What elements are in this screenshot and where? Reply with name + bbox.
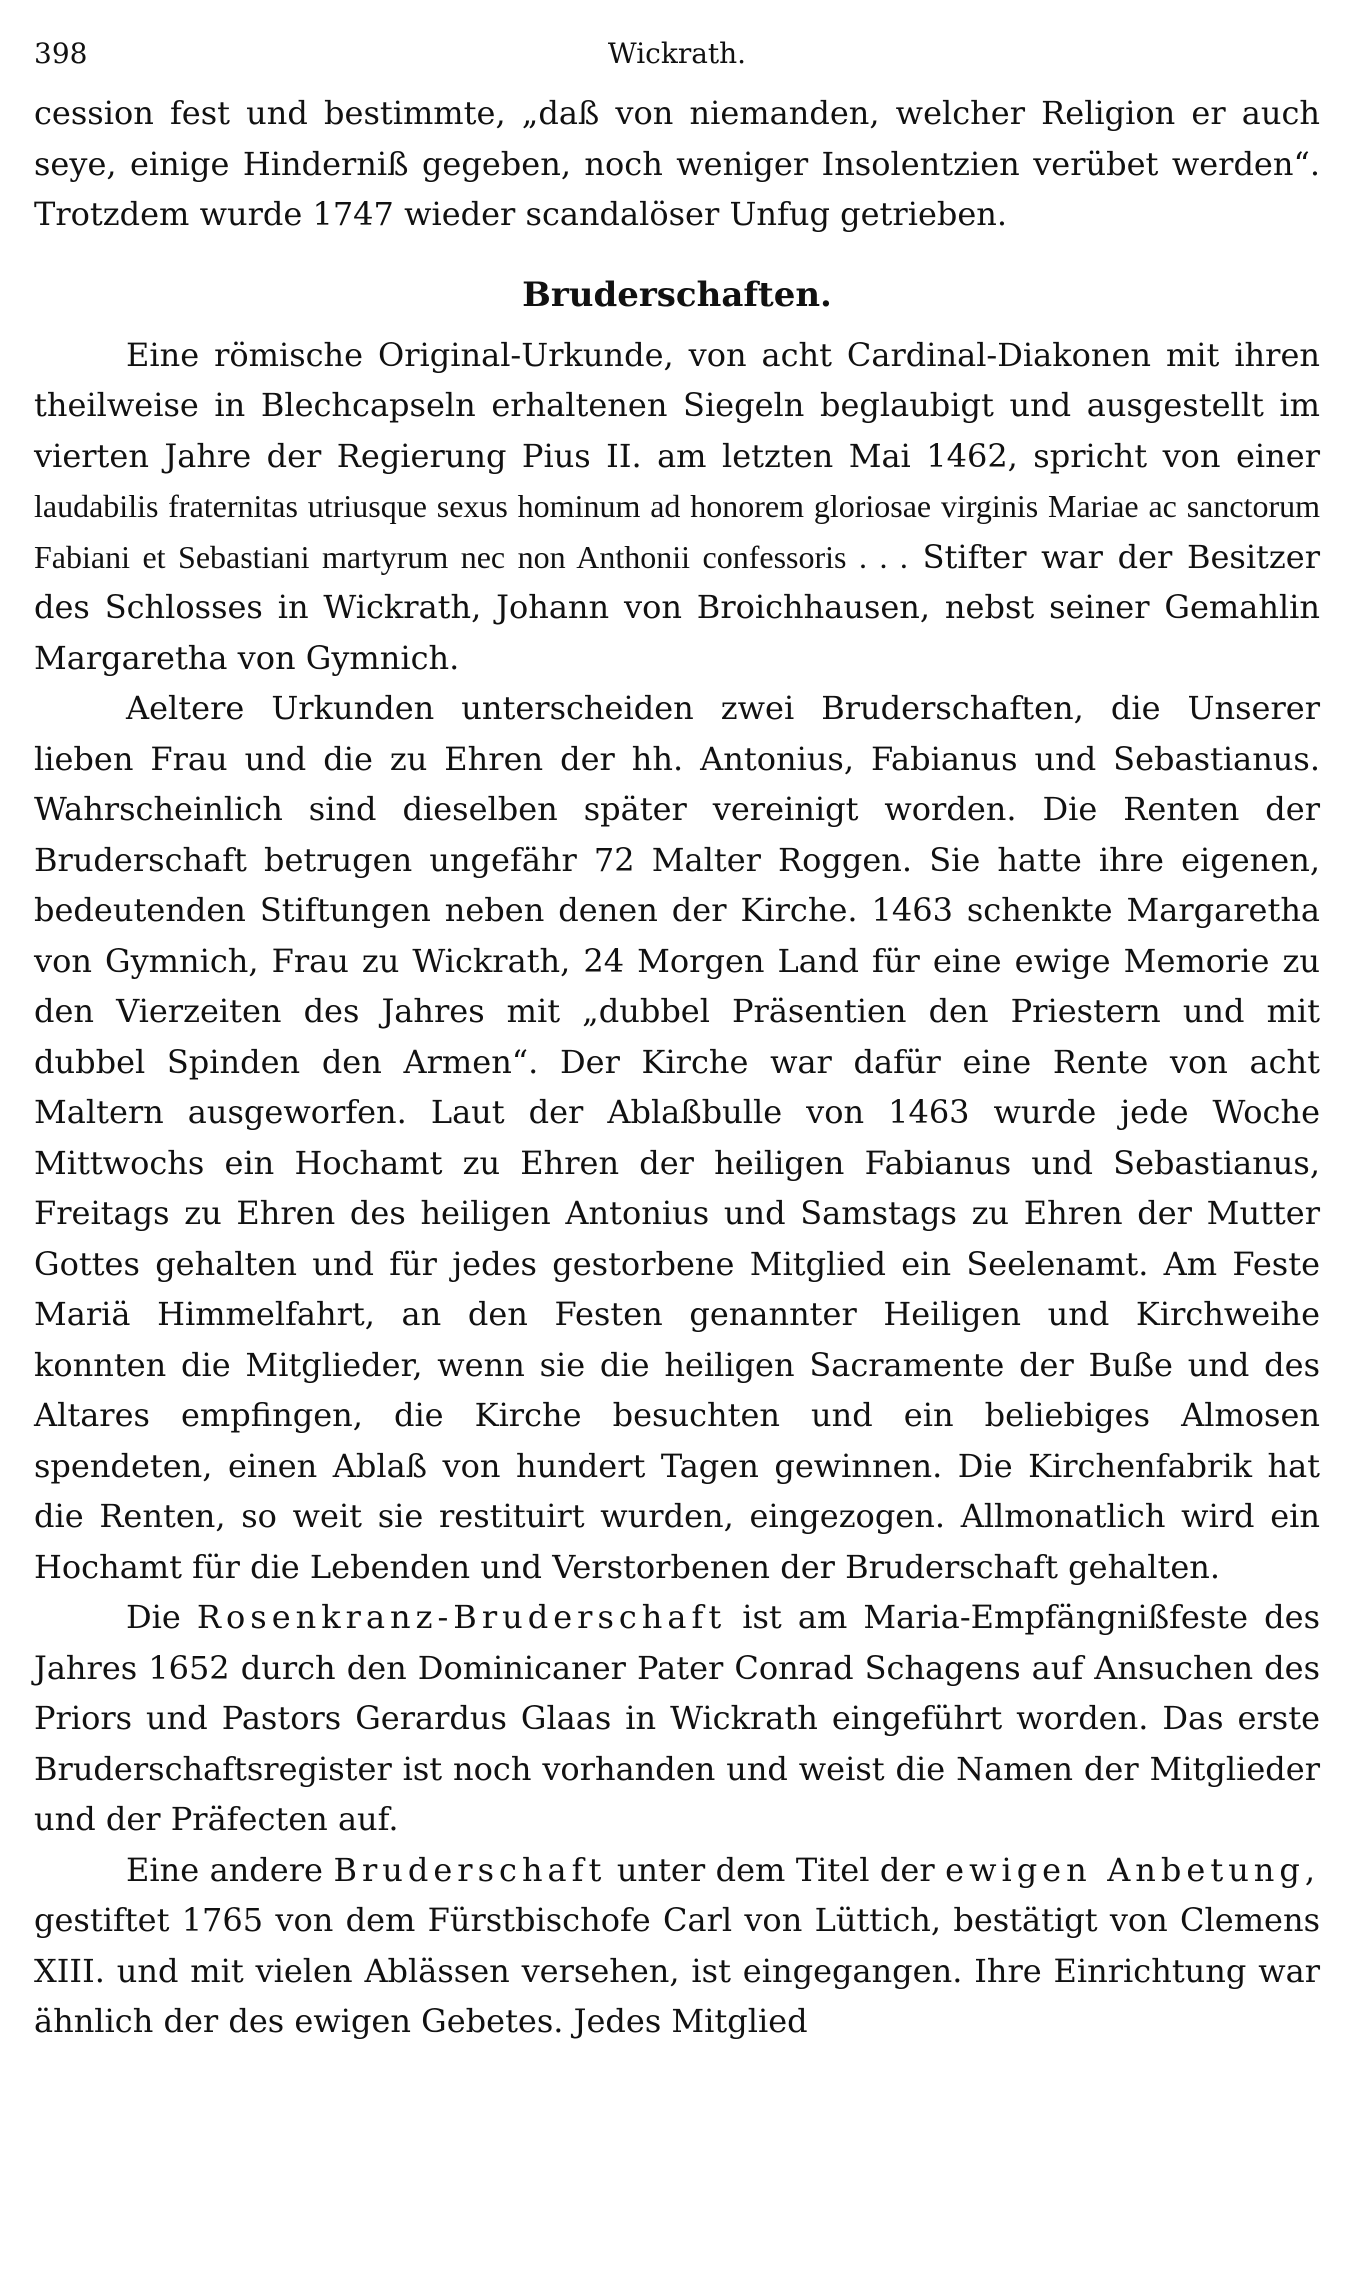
paragraph-eternal-adoration xyxy=(34,1845,1320,2047)
paragraph-older-documents: Aeltere Urkunden unterscheiden zwei Bruderschaften, die Unserer lieben Frau und die zu Ehren der hh. Antonius, Fabianus und Sebastianus. Wahrscheinlich sind dieselben später vereinigt worden. Die Renten der Bruderschaft betrugen ungefähr 72 Malter Roggen. Sie hatte ihre eigenen, bedeutenden Stiftungen neben denen der Kirche. 1463 schenkte Margaretha von Gymnich, Frau zu Wickrath, 24 Morgen Land für eine ewige Memorie zu den Vierzeiten des Jahres mit „dubbel Präsentien den Priestern und mit dubbel Spinden den Armen“. Der Kirche war dafür eine Rente von acht Maltern ausgeworfen. Laut der Ablaßbulle von 1463 wurde jede Woche Mittwochs ein Hochamt zu Ehren der heiligen Fabianus und Sebastianus, Freitags zu Ehren des heiligen Antonius und Samstags zu Ehren der Mutter Gottes gehalten und für jedes gestorbene Mitglied ein Seelenamt. Am Feste Mariä Himmelfahrt, an den Festen genannter Heiligen und Kirchweihe konnten die Mitglieder, wenn sie die heiligen Sacramente der Buße und des Altares empfingen, die Kirche besuchten und ein beliebiges Almosen spendeten, einen Ablaß von hundert Tagen gewinnen. Die Kirchenfabrik hat die Renten, so weit sie restituirt wurden, eingezogen. Allmonatlich wird ein Hochamt für die Lebenden und Verstorbenen der Bruderschaft gehalten. xyxy=(34,689,1320,1586)
page-header xyxy=(34,36,1320,88)
brotherhood-word: Bruderschaft xyxy=(333,1850,607,1889)
adoration-intro: Eine andere xyxy=(126,1850,323,1889)
adoration-title-lead: unter dem Titel der xyxy=(616,1850,935,1889)
running-head: Wickrath. xyxy=(607,37,747,70)
charter-text: Eine römische Original-Urkunde, von acht Cardinal-Diakonen mit ihren theilweise in Blechcapseln erhaltenen Siegeln beglaubigt und ausgestellt im vierten Jahre der Regierung Pius II. am letzten Mai 1462, spricht von einer xyxy=(34,335,1320,475)
adoration-text: gestiftet 1765 von dem Fürstbischofe Carl von Lüttich, bestätigt von Clemens XIII. und mit vielen Ablässen versehen, ist eingegangen. Ihre Einrichtung war ähnlich der des ewigen Gebetes. Jedes Mitglied xyxy=(34,1901,1320,2040)
rosary-brotherhood-name: Rosenkranz-Bruderschaft xyxy=(196,1598,727,1636)
rosary-intro: Die xyxy=(126,1598,181,1636)
body-text xyxy=(34,88,1320,2047)
founder-text: Stifter war der Besitzer des Schlosses in Wickrath, Johann von Broichhausen, nebst seiner Gemahlin Margaretha von Gymnich. xyxy=(34,537,1321,677)
latin-quotation: laudabilis fraternitas utriusque sexus hominum ad honorem gloriosae virginis Mariae ac sanctorum Fabiani et Sebastiani martyrum nec non Anthonii confessoris . . . xyxy=(34,488,1320,575)
paragraph-original-charter xyxy=(34,330,1320,684)
paragraph-rosary-brotherhood xyxy=(34,1592,1320,1845)
eternal-adoration-title: ewigen Anbetung, xyxy=(945,1850,1321,1889)
section-heading: Bruderschaften. xyxy=(522,274,832,315)
opening-paragraph: cession fest und bestimmte, „daß von niemanden, welcher Religion er auch seye, einige Hinderniß gegeben, noch weniger Insolentzien verübet werden“. Trotzdem wurde 1747 wieder scandalöser Unfug getrieben. xyxy=(34,94,1320,233)
page-number: 398 xyxy=(34,37,88,70)
book-page xyxy=(34,36,1320,2047)
rosary-text: ist am Maria-Empfängnißfeste des Jahres 1652 durch den Dominicaner Pater Conrad Schagens auf Ansuchen des Priors und Pastors Gerardus Glaas in Wickrath eingeführt worden. Das erste Bruderschaftsregister ist noch vorhanden und weist die Namen der Mitglieder und der Präfecten auf. xyxy=(34,1598,1321,1838)
